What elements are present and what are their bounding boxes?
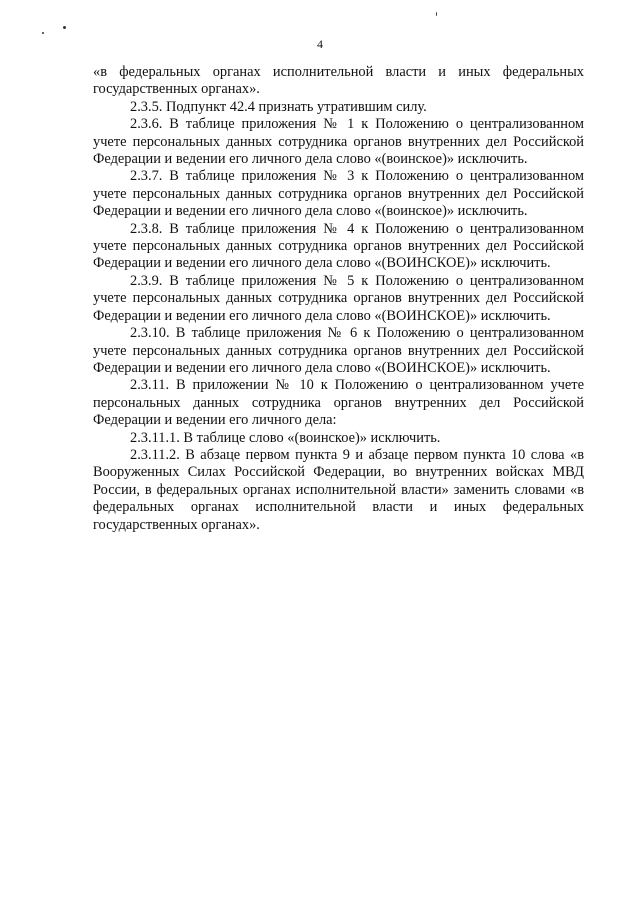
scan-speck (63, 26, 66, 29)
document-body (93, 64, 584, 534)
page-number: 4 (317, 37, 323, 51)
paragraph-2-3-11: 2.3.11. В приложении № 10 к Положению о централизованном учете персональных данных сотрудника органов внутренних дел Российской Федерации и ведении его личного дела: (93, 377, 584, 429)
paragraph-2-3-5: 2.3.5. Подпункт 42.4 признать утратившим силу. (130, 98, 427, 115)
paragraph-2-3-9: 2.3.9. В таблице приложения № 5 к Положению о централизованном учете персональных данных сотрудника органов внутренних дел Российской Федерации и ведении его личного дела слово «(ВОИНСКОЕ)» исключить. (93, 272, 584, 324)
paragraph-continuation: «в федеральных органах исполнительной власти и иных федеральных государственных органах». (93, 64, 584, 98)
paragraph-2-3-7: 2.3.7. В таблице приложения № 3 к Положению о централизованном учете персональных данных сотрудника органов внутренних дел Российской Федерации и ведении его личного дела слово «(воинское)» исключить. (93, 168, 584, 220)
paragraph-2-3-11-1: 2.3.11.1. В таблице слово «(воинское)» исключить. (130, 429, 441, 446)
paragraph-2-3-10: 2.3.10. В таблице приложения № 6 к Положению о централизованном учете персональных данных сотрудника органов внутренних дел Российской Федерации и ведении его личного дела слово «(ВОИНСКОЕ)» исключить. (93, 325, 584, 376)
scan-speck (42, 32, 44, 34)
scan-speck (436, 12, 437, 16)
paragraph-2-3-11-2: 2.3.11.2. В абзаце первом пункта 9 и абзаце первом пункта 10 слова «в Вооруженных Силах Российской Федерации, во внутренних войсках МВД России, в федеральных органах исполнительной власти» заменить словами «в федеральных органах исполнительной власти и иных федеральных государственных органах». (93, 446, 584, 533)
paragraph-2-3-8: 2.3.8. В таблице приложения № 4 к Положению о централизованном учете персональных данных сотрудника органов внутренних дел Российской Федерации и ведении его личного дела слово «(ВОИНСКОЕ)» исключить. (93, 220, 584, 272)
paragraph-2-3-6: 2.3.6. В таблице приложения № 1 к Положению о централизованном учете персональных данных сотрудника органов внутренних дел Российской Федерации и ведении его личного дела слово «(воинское)» исключить. (93, 116, 584, 168)
